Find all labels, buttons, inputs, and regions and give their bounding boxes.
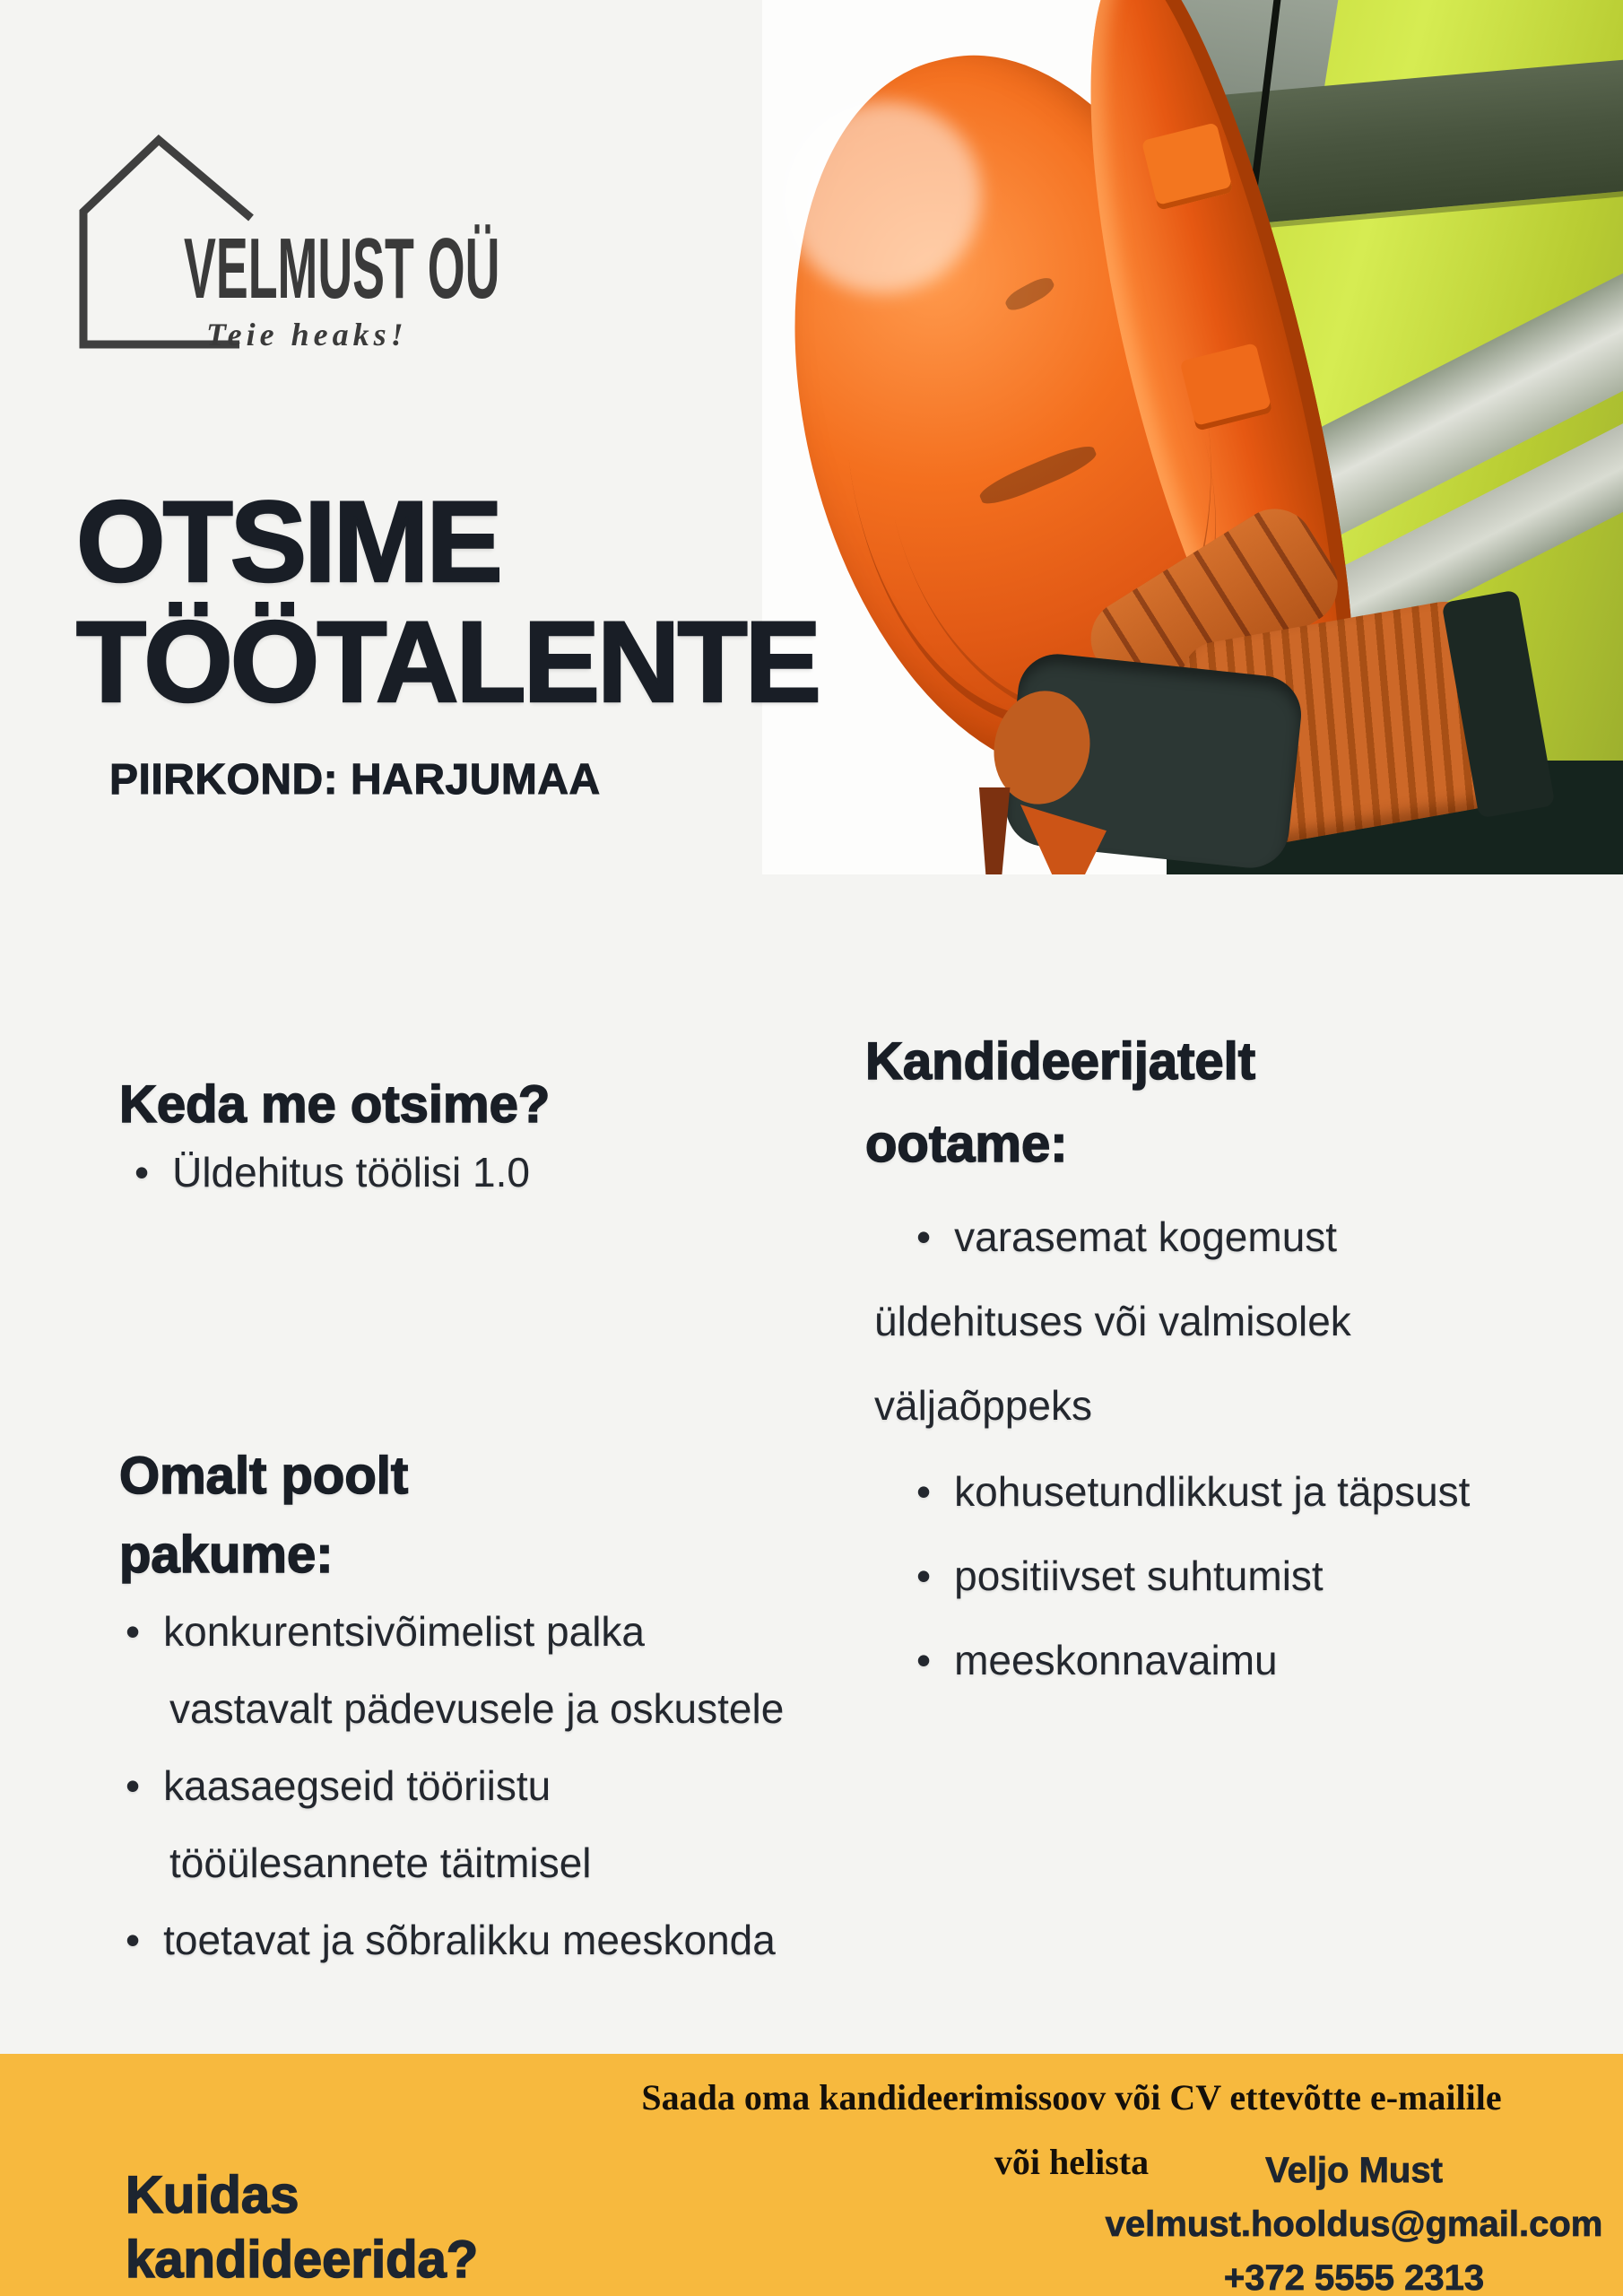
contact-block — [1103, 2144, 1605, 2296]
contact-phone: +372 5555 2313 — [1223, 2258, 1485, 2296]
footer-note-line1: Saada oma kandideerimissoov või CV ettevõtte e-mailile — [641, 2077, 1502, 2118]
section-who-heading: Keda me otsime? — [119, 1075, 551, 1134]
page-title-line1: OTSIME — [76, 478, 500, 606]
section-expect-heading-line1: Kandideerijatelt — [865, 1032, 1256, 1091]
contact-email: velmust.hooldus@gmail.com — [1105, 2205, 1603, 2244]
offer-bullet-item — [126, 1761, 551, 1810]
expect-line: üldehituses või valmisolek — [874, 1298, 1351, 1344]
footer-heading-line1: Kuidas — [126, 2166, 299, 2224]
section-offer-heading-line2: pakume: — [119, 1526, 334, 1584]
footer-note-line2: või helista — [994, 2142, 1150, 2182]
company-name: VELMUST OÜ — [184, 221, 500, 317]
contact-name: Veljo Must — [1265, 2151, 1443, 2190]
offer-bullet-text: konkurentsivõimelist palka — [163, 1608, 646, 1655]
offer-line: tööülesannete täitmisel — [169, 1839, 592, 1886]
expect-bullet-item — [916, 1467, 1470, 1516]
offer-bullet-item — [126, 1607, 645, 1656]
offer-line: vastavalt pädevusele ja oskustele — [169, 1685, 785, 1732]
expect-line: väljaõppeks — [874, 1382, 1092, 1429]
expect-bullet-text: meeskonnavaimu — [954, 1637, 1278, 1683]
expect-bullet-item — [916, 1552, 1324, 1600]
offer-bullet-text: toetavat ja sõbralikku meeskonda — [163, 1917, 776, 1963]
section-offer-heading-line1: Omalt poolt — [119, 1447, 409, 1505]
expect-bullet-text: kohusetundlikkust ja täpsust — [954, 1468, 1471, 1515]
offer-bullet-text: kaasaegseid tööriistu — [163, 1762, 551, 1809]
expect-bullet-text: varasemat kogemust — [954, 1213, 1338, 1260]
company-tagline: Teie heaks! — [206, 317, 408, 352]
page-title-line2: TÖÖTALENTE — [76, 598, 819, 726]
who-bullet-text: Üldehitus töölisi 1.0 — [172, 1149, 530, 1196]
worker-photo — [762, 0, 1623, 874]
region-label: PIIRKOND: HARJUMAA — [109, 756, 601, 804]
expect-bullet-text: positiivset suhtumist — [954, 1552, 1324, 1599]
footer-heading-line2: kandideerida? — [126, 2231, 479, 2289]
expect-bullet-item — [916, 1213, 1337, 1261]
expect-bullet-item — [916, 1636, 1278, 1684]
who-bullet-item — [135, 1148, 530, 1196]
section-expect-heading-line2: ootame: — [865, 1115, 1068, 1173]
offer-bullet-item — [126, 1916, 776, 1964]
